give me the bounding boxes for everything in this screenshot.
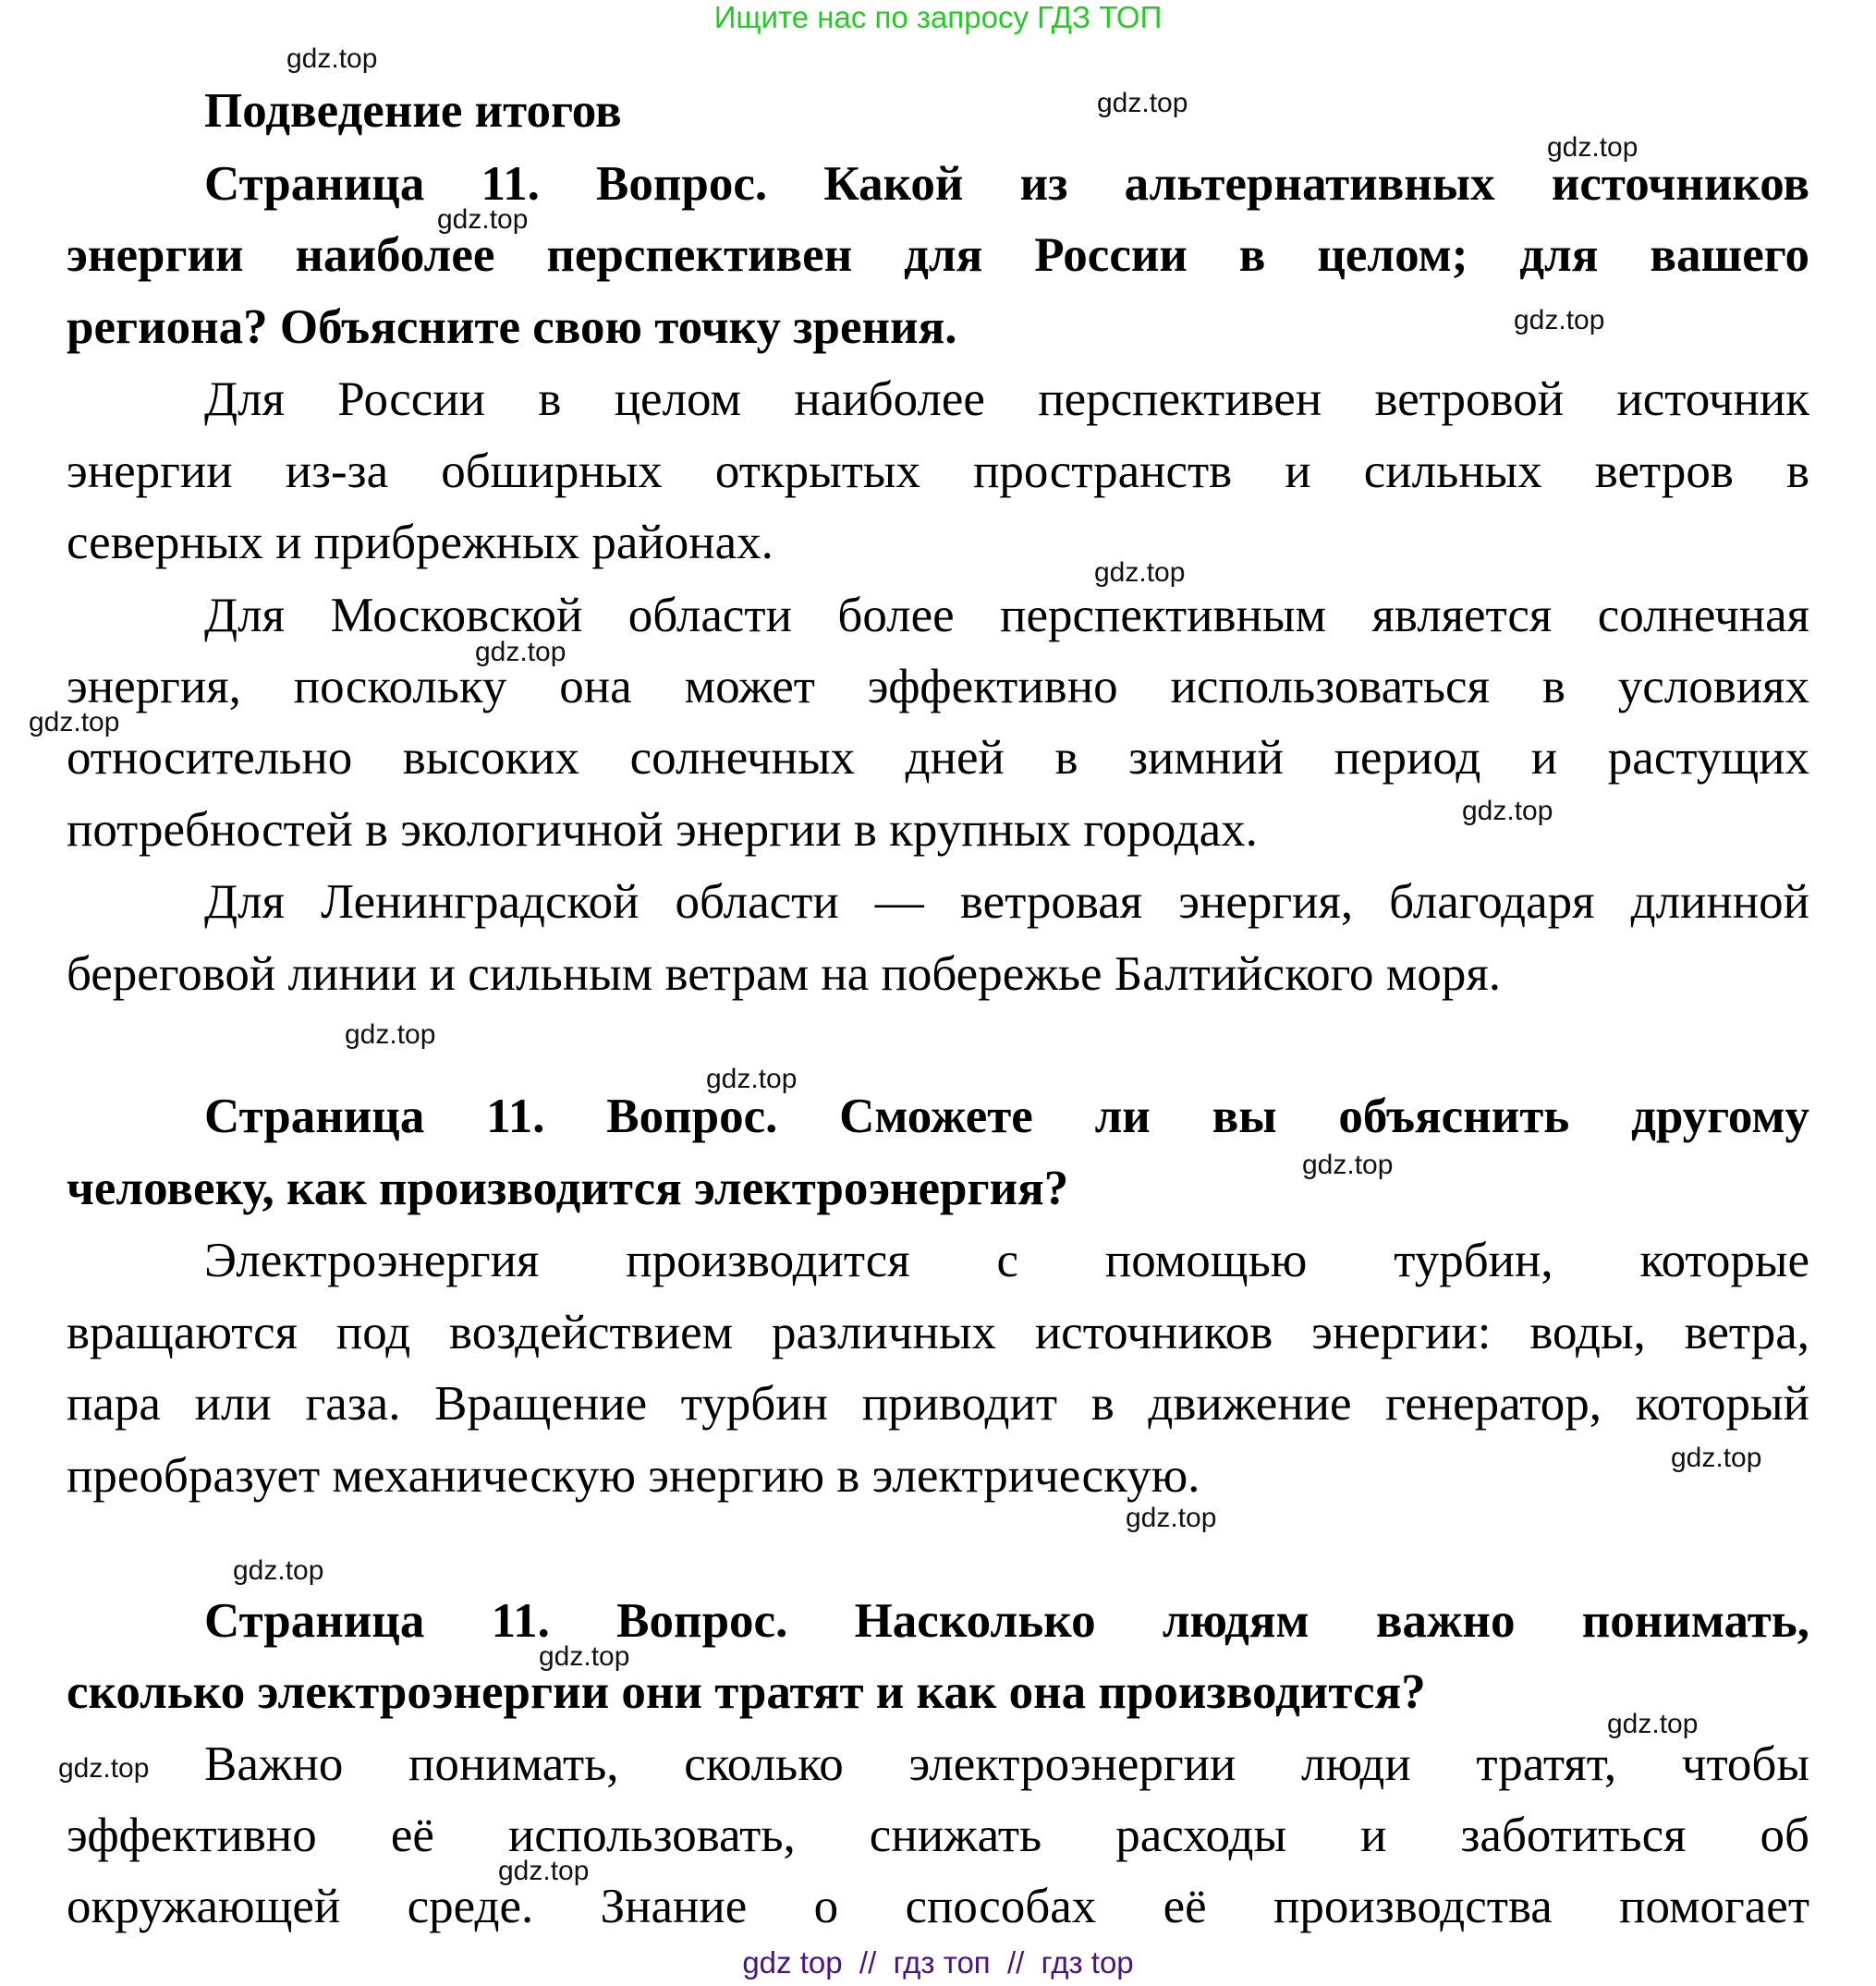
question-2-heading-line-1: Страница 11. Вопрос. Сможете ли вы объяснить другому (204, 1090, 1809, 1143)
watermark: gdz.top (58, 1753, 150, 1784)
question-3-heading-line-1: Страница 11. Вопрос. Насколько людям важно понимать, (204, 1594, 1809, 1648)
watermark: gdz.top (1514, 305, 1605, 335)
question-1-heading-line-1: Страница 11. Вопрос. Какой из альтернативных источников (204, 157, 1809, 211)
answer-1-paragraph-2-line-1: Для Московской области более перспективным является солнечная (204, 589, 1809, 642)
answer-1-paragraph-2-line-4: потребностей в экологичной энергии в крупных городах. (67, 803, 1258, 857)
watermark: gdz.top (1547, 132, 1638, 163)
answer-1-paragraph-1-line-1: Для России в целом наиболее перспективен ветровой источник (204, 372, 1809, 426)
watermark: gdz.top (498, 1856, 590, 1886)
watermark: gdz.top (1607, 1709, 1699, 1739)
answer-2-line-1: Электроэнергия производится с помощью турбин, которые (204, 1234, 1809, 1287)
watermark: gdz.top (1462, 796, 1553, 826)
watermark: gdz.top (539, 1641, 630, 1672)
question-2-heading-line-2: человеку, как производится электроэнергия? (67, 1162, 1069, 1215)
answer-3-line-3: окружающей среде. Знание о способах её производства помогает (67, 1880, 1809, 1933)
watermark: gdz.top (437, 204, 529, 235)
question-1-heading-line-3: региона? Объясните свою точку зрения. (67, 300, 957, 354)
answer-2-line-2: вращаются под воздействием различных источников энергии: воды, ветра, (67, 1306, 1809, 1359)
answer-3-line-1: Важно понимать, сколько электроэнергии люди тратят, чтобы (204, 1737, 1809, 1791)
answer-1-paragraph-3-line-1: Для Ленинградской области — ветровая энергия, благодаря длинной (204, 875, 1809, 929)
watermark: gdz.top (345, 1019, 436, 1050)
watermark: gdz.top (1126, 1503, 1217, 1533)
section-title: Подведение итогов (204, 84, 622, 138)
watermark: gdz.top (475, 637, 566, 667)
watermark: gdz.top (1302, 1150, 1394, 1180)
watermark: gdz.top (1097, 88, 1188, 118)
question-3-heading-line-2: сколько электроэнергии они тратят и как она производится? (67, 1665, 1426, 1719)
watermark: gdz.top (233, 1555, 324, 1586)
watermark: gdz.top (1094, 557, 1186, 588)
watermark: gdz.top (29, 707, 120, 737)
answer-1-paragraph-2-line-2: энергия, поскольку она может эффективно использоваться в условиях (67, 660, 1809, 713)
answer-2-line-4: преобразует механическую энергию в электрическую. (67, 1449, 1200, 1503)
watermark: gdz.top (286, 43, 378, 74)
question-1-heading-line-2: энергии наиболее перспективен для России в целом; для вашего (67, 228, 1809, 282)
answer-1-paragraph-3-line-2: береговой линии и сильным ветрам на побережье Балтийского моря. (67, 947, 1501, 1001)
watermark: gdz.top (1671, 1443, 1762, 1473)
footer-watermark-links[interactable]: gdz top // гдз топ // гдз top (742, 1945, 1134, 1980)
answer-3-line-2: эффективно её использовать, снижать расходы и заботиться об (67, 1809, 1809, 1862)
promo-banner[interactable]: Ищите нас по запросу ГДЗ ТОП (713, 0, 1163, 34)
watermark: gdz.top (706, 1064, 798, 1094)
answer-2-line-3: пара или газа. Вращение турбин приводит в движение генератор, который (67, 1377, 1809, 1431)
answer-1-paragraph-2-line-3: относительно высоких солнечных дней в зимний период и растущих (67, 731, 1809, 785)
answer-1-paragraph-1-line-2: энергии из-за обширных открытых пространств и сильных ветров в (67, 445, 1809, 498)
answer-1-paragraph-1-line-3: северных и прибрежных районах. (67, 516, 774, 569)
